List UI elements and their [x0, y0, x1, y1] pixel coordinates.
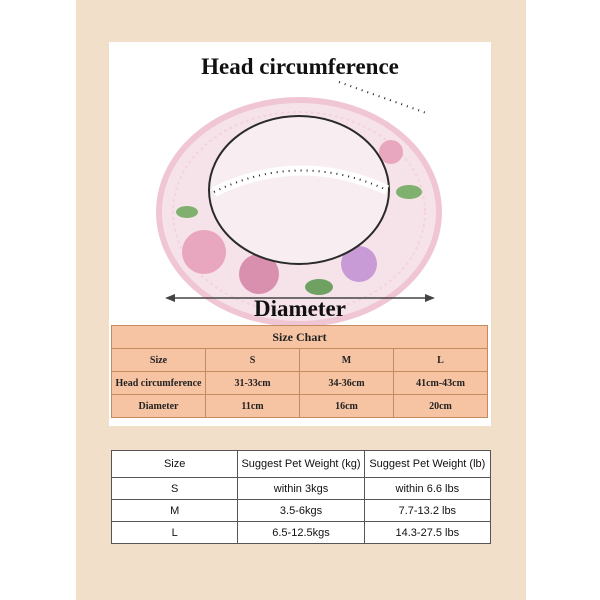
table-row	[112, 395, 488, 418]
weight-table-cell: within 6.6 lbs	[364, 478, 490, 500]
head-opening	[209, 116, 389, 264]
flower-icon	[182, 230, 226, 274]
size-chart-table	[111, 325, 488, 418]
size-chart-header-cell: S	[206, 349, 300, 372]
weight-table-header-cell: Suggest Pet Weight (lb)	[364, 451, 490, 478]
weight-table-cell: M	[112, 500, 238, 522]
head-circumference-label: Head circumference	[201, 54, 399, 79]
size-chart-header-cell: Size	[112, 349, 206, 372]
size-chart-cell: Diameter	[112, 395, 206, 418]
diameter-label: Diameter	[254, 296, 346, 321]
size-chart-cell: 34-36cm	[300, 372, 394, 395]
table-row	[112, 372, 488, 395]
size-chart-cell: Head circumference	[112, 372, 206, 395]
size-chart-cell: 11cm	[206, 395, 300, 418]
leaf-icon	[176, 206, 198, 218]
size-chart-header-cell: M	[300, 349, 394, 372]
weight-table-cell: L	[112, 522, 238, 544]
weight-table-cell: 3.5-6kgs	[238, 500, 364, 522]
weight-table-cell: 6.5-12.5kgs	[238, 522, 364, 544]
size-chart-cell: 41cm-43cm	[394, 372, 488, 395]
table-row	[112, 500, 491, 522]
table-row	[112, 478, 491, 500]
size-chart-cell: 31-33cm	[206, 372, 300, 395]
weight-table-header-cell: Suggest Pet Weight (kg)	[238, 451, 364, 478]
weight-table-cell: 7.7-13.2 lbs	[364, 500, 490, 522]
table-row	[112, 522, 491, 544]
size-chart-cell: 16cm	[300, 395, 394, 418]
size-chart-header-cell: L	[394, 349, 488, 372]
weight-table-header-cell: Size	[112, 451, 238, 478]
weight-table	[111, 450, 491, 544]
weight-table-cell: S	[112, 478, 238, 500]
size-chart-cell: 20cm	[394, 395, 488, 418]
weight-table-cell: 14.3-27.5 lbs	[364, 522, 490, 544]
size-chart-caption: Size Chart	[112, 326, 488, 349]
weight-table-cell: within 3kgs	[238, 478, 364, 500]
leaf-icon	[305, 279, 333, 295]
leaf-icon	[396, 185, 422, 199]
